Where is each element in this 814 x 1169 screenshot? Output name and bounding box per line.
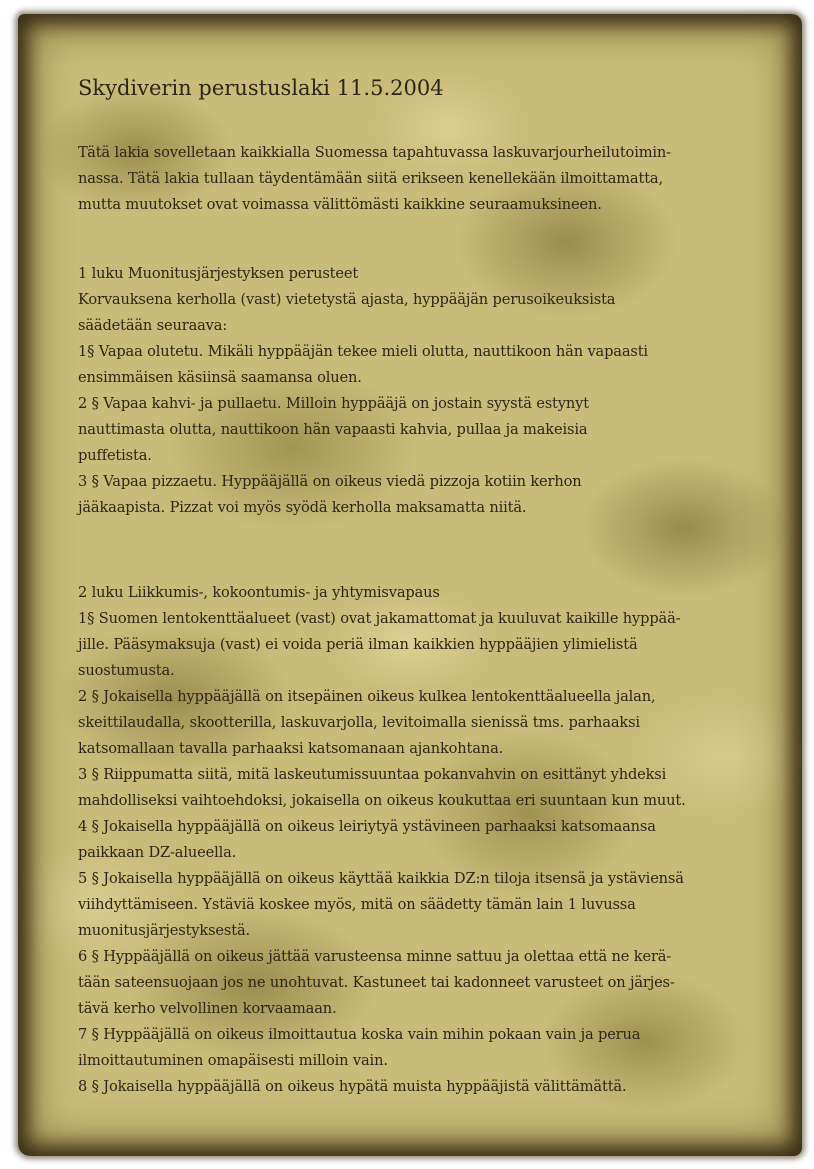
text-line: ilmoittautuminen omapäisesti milloin vain. [78,1052,388,1069]
text-line: suostumusta. [78,662,175,679]
text-line: 5 § Jokaisella hyppääjällä on oikeus käyttää kaikkia DZ:n tiloja itsensä ja ystäviensä [78,870,684,887]
document-title: Skydiverin perustuslaki 11.5.2004 [78,76,444,100]
text-line: 3 § Vapaa pizzaetu. Hyppääjällä on oikeus viedä pizzoja kotiin kerhon [78,473,582,490]
text-line: katsomallaan tavalla parhaaksi katsomanaan ajankohtana. [78,740,504,757]
text-line: 7 § Hyppääjällä on oikeus ilmoittautua koska vain mihin pokaan vain ja perua [78,1026,641,1043]
text-line: Korvauksena kerholla (vast) vietetystä ajasta, hyppääjän perusoikeuksista [78,291,616,308]
text-line: 1§ Suomen lentokenttäalueet (vast) ovat jakamattomat ja kuuluvat kaikille hyppää- [78,610,681,627]
text-line: puffetista. [78,447,152,464]
text-line: tään sateensuojaan jos ne unohtuvat. Kastuneet tai kadonneet varusteet on järjes- [78,974,675,991]
text-line: muonitusjärjestyksestä. [78,922,251,939]
chapter-heading: 2 luku Liikkumis-, kokoontumis- ja yhtymisvapaus [78,584,440,601]
text-line: 3 § Riippumatta siitä, mitä laskeutumissuuntaa pokanvahvin on esittänyt yhdeksi [78,766,667,783]
text-line: Tätä lakia sovelletaan kaikkialla Suomessa tapahtuvassa laskuvarjourheilutoimin- [78,144,671,161]
text-line: mutta muutokset ovat voimassa välittömästi kaikkine seuraamuksineen. [78,196,602,213]
text-line: jille. Pääsymaksuja (vast) ei voida periä ilman kaikkien hyppääjien ylimielistä [78,636,638,653]
text-line: 2 § Jokaisella hyppääjällä on itsepäinen oikeus kulkea lentokenttäalueella jalan, [78,688,656,705]
text-line: ensimmäisen käsiinsä saamansa oluen. [78,369,362,386]
text-line: 2 § Vapaa kahvi- ja pullaetu. Milloin hyppääjä on jostain syystä estynyt [78,395,589,412]
text-line: 8 § Jokaisella hyppääjällä on oikeus hypätä muista hyppääjistä välittämättä. [78,1078,627,1095]
text-line: tävä kerho velvollinen korvaamaan. [78,1000,337,1017]
text-line: paikkaan DZ-alueella. [78,844,237,861]
text-line: 6 § Hyppääjällä on oikeus jättää varusteensa minne sattuu ja olettaa että ne kerä- [78,948,672,965]
text-line: viihdyttämiseen. Ystäviä koskee myös, mitä on säädetty tämän lain 1 luvussa [78,896,636,913]
text-line: säädetään seuraava: [78,317,228,334]
text-line: skeittilaudalla, skootterilla, laskuvarjolla, levitoimalla sienissä tms. parhaaksi [78,714,640,731]
text-line: 4 § Jokaisella hyppääjällä on oikeus leiriytyä ystävineen parhaaksi katsomaansa [78,818,656,835]
text-line: nauttimasta olutta, nauttikoon hän vapaasti kahvia, pullaa ja makeisia [78,421,588,438]
text-line: mahdolliseksi vaihtoehdoksi, jokaisella on oikeus koukuttaa eri suuntaan kun muut. [78,792,686,809]
text-line: 1§ Vapaa olutetu. Mikäli hyppääjän tekee mieli olutta, nauttikoon hän vapaasti [78,343,648,360]
text-line: jääkaapista. Pizzat voi myös syödä kerholla maksamatta niitä. [78,499,527,516]
text-line: nassa. Tätä lakia tullaan täydentämään siitä erikseen kenellekään ilmoittamatta, [78,170,663,187]
chapter-heading: 1 luku Muonitusjärjestyksen perusteet [78,265,359,282]
